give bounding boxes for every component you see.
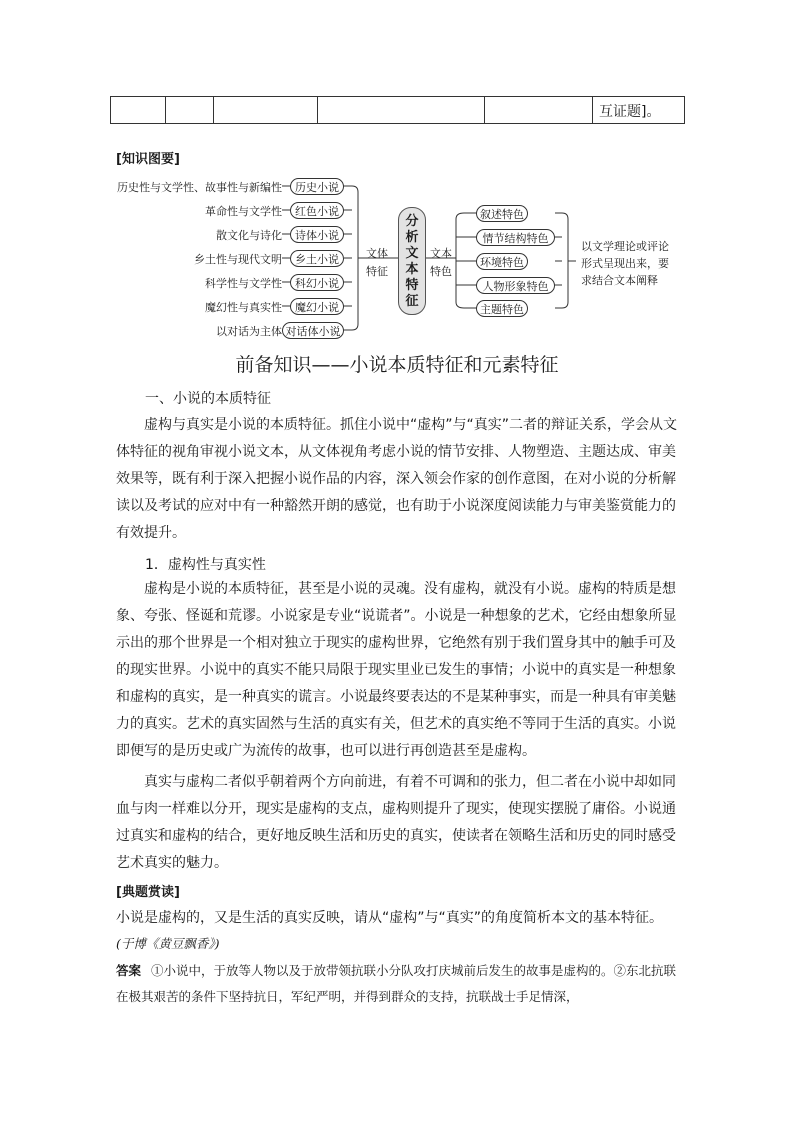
sub-heading: 1．虚构性与真实性: [145, 557, 266, 573]
paragraph: 真实与虚构二者似乎朝着两个方向前进，有着不可调和的张力，但二者在小说中却如同血与肉一样难以分开，现实是虚构的支点，虚构则提升了现实，使现实摆脱了庸俗。小说通过真实和虚构的结合，更好地反映生活和历史的真实，使读者在领略生活和历史的同时感受艺术真实的魅力。: [116, 774, 676, 871]
center-char: 本: [405, 262, 419, 277]
paragraph: 虚构与真实是小说的本质特征。抓住小说中“虚构”与“真实”二者的辩证关系，学会从文体特征的视角审视小说文本，从文体视角考虑小说的情节安排、人物塑造、主题达成、审美效果等，既有利于深入把握小说作品的内容，深入领会作家的创作意图，在对小说的分析解读以及考试的应对中有一种豁然开朗的感觉，也有助于小说深度阅读能力与审美鉴赏能力的有效提升。: [116, 417, 678, 541]
mindmap-desc: 历史性与文学性、故事性与新编性: [117, 181, 282, 194]
genre-box: 乡土小说: [290, 250, 344, 267]
mindmap-desc: 革命性与文学性: [205, 205, 282, 218]
style-feature-label: 特征: [366, 265, 388, 278]
feature-box: 主题特色: [476, 300, 528, 317]
paragraph: 虚构是小说的本质特征，甚至是小说的灵魂。没有虚构，就没有小说。虚构的特质是想象、夸张、怪诞和荒谬。小说家是专业“说谎者”。小说是一种想象的艺术，它经由想象所显示出的那个世界是一个相对独立于现实的虚构世界，它绝然有别于我们置身其中的触手可及的现实世界。小说中的真实不能只局限于现实里业已发生的事情；小说中的真实是一种想象和虚构的真实，是一种真实的谎言。小说最终要表达的不是某种事实，而是一种具有审美魅力的真实。艺术的真实固然与生活的真实有关，但艺术的真实绝不等同于生活的真实。小说即便写的是历史或广为流传的故事，也可以进行再创造甚至是虚构。: [116, 581, 677, 759]
mindmap-desc: 以对话为主体: [216, 325, 282, 338]
answer-text: ①小说中，于放等人物以及于放带领抗联小分队攻打庆城前后发生的故事是虚构的。②东北抗联在极其艰苦的条件下坚持抗日，军纪严明，并得到群众的支持，抗联战士手足情深，: [116, 963, 677, 1004]
question: 小说是虚构的，又是生活的真实反映，请从“虚构”与“真实”的角度简析本文的基本特征。: [116, 910, 664, 926]
feature-box: 叙述特色: [476, 205, 528, 222]
mindmap-desc: 散文化与诗化: [216, 229, 282, 242]
center-char: 特: [405, 278, 419, 293]
mindmap-connectors: [0, 0, 794, 345]
genre-box: 历史小说: [290, 178, 344, 195]
genre-box: 红色小说: [290, 202, 344, 219]
part-heading: 一、小说的本质特征: [145, 391, 271, 407]
knowledge-map-heading: [知识图要]: [116, 152, 180, 167]
source: (于博《黄豆飘香》): [116, 936, 220, 951]
answer-block: [116, 958, 682, 1010]
center-char: 征: [405, 294, 419, 309]
answer-label: 答案: [116, 963, 142, 978]
note-line: 以文学理论或评论: [581, 240, 669, 253]
genre-box: 科幻小说: [290, 274, 344, 291]
center-char: 析: [405, 230, 419, 245]
note-line: 形式呈现出来，要: [581, 257, 669, 270]
text-feature-label: 特色: [430, 265, 452, 278]
note-line: 求结合文本阐释: [581, 274, 658, 287]
mindmap-note: [581, 238, 669, 289]
text-feature-label: 文本: [430, 247, 452, 260]
center-node: [398, 207, 426, 315]
center-char: 文: [405, 246, 419, 261]
feature-box: 情节结构特色: [476, 229, 555, 246]
feature-box: 人物形象特色: [476, 277, 555, 294]
feature-box: 环境特色: [476, 253, 528, 270]
genre-box: 魔幻小说: [290, 298, 344, 315]
section-title: 前备知识——小说本质特征和元素特征: [235, 354, 559, 376]
mindmap-desc: 科学性与文学性: [205, 277, 282, 290]
mindmap-desc: 乡土性与现代文明: [194, 253, 282, 266]
example-heading: [典题赏读]: [116, 885, 180, 900]
genre-box: 对话体小说: [282, 322, 344, 339]
table-cell-text: 互证题]。: [599, 104, 661, 120]
mindmap-desc: 魔幻性与真实性: [205, 301, 282, 314]
genre-box: 诗体小说: [290, 226, 344, 243]
center-char: 分: [405, 214, 419, 229]
style-feature-label: 文体: [366, 247, 388, 260]
